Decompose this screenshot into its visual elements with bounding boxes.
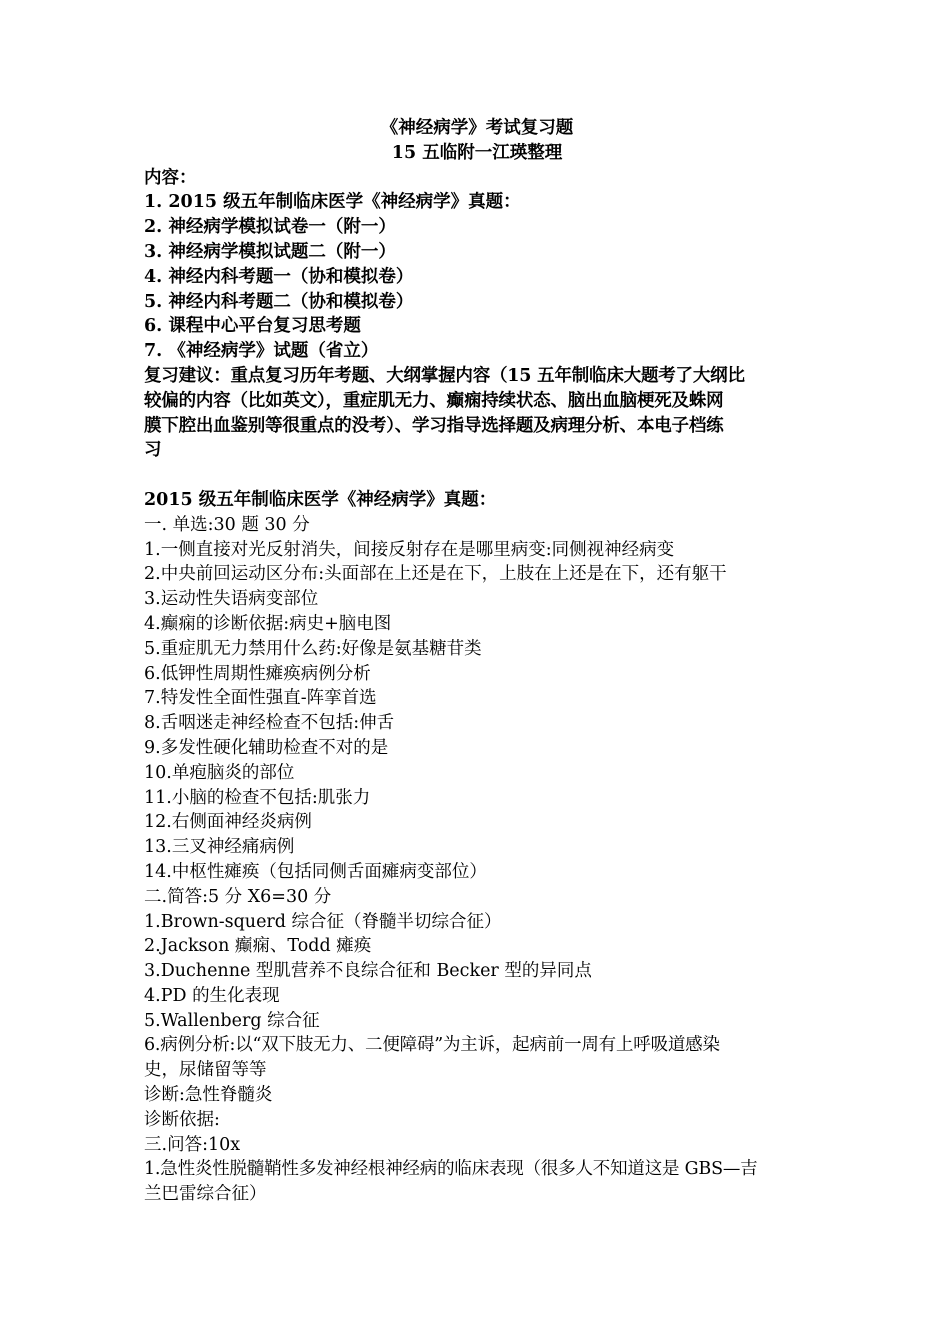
question-item: 5.Wallenberg 综合征 <box>144 1010 320 1031</box>
review-advice-line: 习 <box>144 440 162 461</box>
question-item: 1.一侧直接对光反射消失，间接反射存在是哪里病变:同侧视神经病变 <box>144 539 675 560</box>
contents-item: 5. 神经内科考题二（协和模拟卷） <box>144 291 414 312</box>
exam-heading: 2015 级五年制临床医学《神经病学》真题： <box>144 489 497 510</box>
contents-item: 6. 课程中心平台复习思考题 <box>144 316 361 337</box>
case-diagnosis-basis: 诊断依据: <box>144 1109 220 1130</box>
case-diagnosis: 诊断:急性脊髓炎 <box>144 1085 273 1106</box>
spacer <box>144 463 810 488</box>
contents-heading: 内容： <box>144 167 197 188</box>
section-heading-single-choice: 一. 单选:30 题 30 分 <box>144 514 310 535</box>
document-title: 《神经病学》考试复习题 <box>380 118 574 138</box>
question-item: 14.中枢性瘫痪（包括同侧舌面瘫病变部位） <box>144 861 487 882</box>
case-analysis-line: 6.病例分析:以“双下肢无力、二便障碍”为主诉，起病前一周有上呼吸道感染 <box>144 1035 720 1056</box>
question-item: 1.急性炎性脱髓鞘性多发神经根神经病的临床表现（很多人不知道这是 GBS—吉 <box>144 1159 758 1180</box>
contents-item: 7. 《神经病学》试题（省立） <box>144 341 379 362</box>
question-item: 11.小脑的检查不包括:肌张力 <box>144 787 371 808</box>
contents-item: 2. 神经病学模拟试卷一（附一） <box>144 217 396 238</box>
document-body <box>144 116 810 1207</box>
section-heading-essay: 三.问答:10x <box>144 1134 241 1155</box>
question-item: 1.Brown-squerd 综合征（脊髓半切综合征） <box>144 911 502 932</box>
review-advice-line: 复习建议：重点复习历年考题、大纲掌握内容（15 五年制临床大题考了大纲比 <box>144 365 745 386</box>
question-item: 兰巴雷综合征） <box>144 1184 267 1205</box>
question-item: 7.特发性全面性强直-阵挛首选 <box>144 688 377 709</box>
question-item: 10.单疱脑炎的部位 <box>144 762 295 783</box>
question-item: 2.中央前回运动区分布:头面部在上还是在下，上肢在上还是在下，还有躯干 <box>144 564 727 585</box>
question-item: 5.重症肌无力禁用什么药:好像是氨基糖苷类 <box>144 638 482 659</box>
review-advice-line: 较偏的内容（比如英文），重症肌无力、癫痫持续状态、脑出血脑梗死及蛛网 <box>144 390 724 411</box>
question-item: 2.Jackson 癫痫、Todd 瘫痪 <box>144 936 372 957</box>
question-item: 9.多发性硬化辅助检查不对的是 <box>144 737 389 758</box>
question-item: 8.舌咽迷走神经检查不包括:伸舌 <box>144 713 395 734</box>
contents-item: 3. 神经病学模拟试题二（附一） <box>144 241 396 262</box>
document-subtitle: 15 五临附一江瑛整理 <box>391 142 563 163</box>
contents-item: 1. 2015 级五年制临床医学《神经病学》真题： <box>144 192 521 213</box>
review-advice-line: 膜下腔出血鉴别等很重点的没考）、学习指导选择题及病理分析、本电子档练 <box>144 415 724 436</box>
question-item: 4.PD 的生化表现 <box>144 985 280 1006</box>
question-item: 12.右侧面神经炎病例 <box>144 812 312 833</box>
contents-item: 4. 神经内科考题一（协和模拟卷） <box>144 266 414 287</box>
question-item: 3.Duchenne 型肌营养不良综合征和 Becker 型的异同点 <box>144 961 592 982</box>
case-analysis-line: 史，尿储留等等 <box>144 1060 267 1081</box>
question-item: 4.癫痫的诊断依据:病史+脑电图 <box>144 613 392 634</box>
question-item: 13.三叉神经痛病例 <box>144 837 295 858</box>
question-item: 6.低钾性周期性瘫痪病例分析 <box>144 663 371 684</box>
question-item: 3.运动性失语病变部位 <box>144 589 319 610</box>
section-heading-short-answer: 二.简答:5 分 X6=30 分 <box>144 886 332 907</box>
